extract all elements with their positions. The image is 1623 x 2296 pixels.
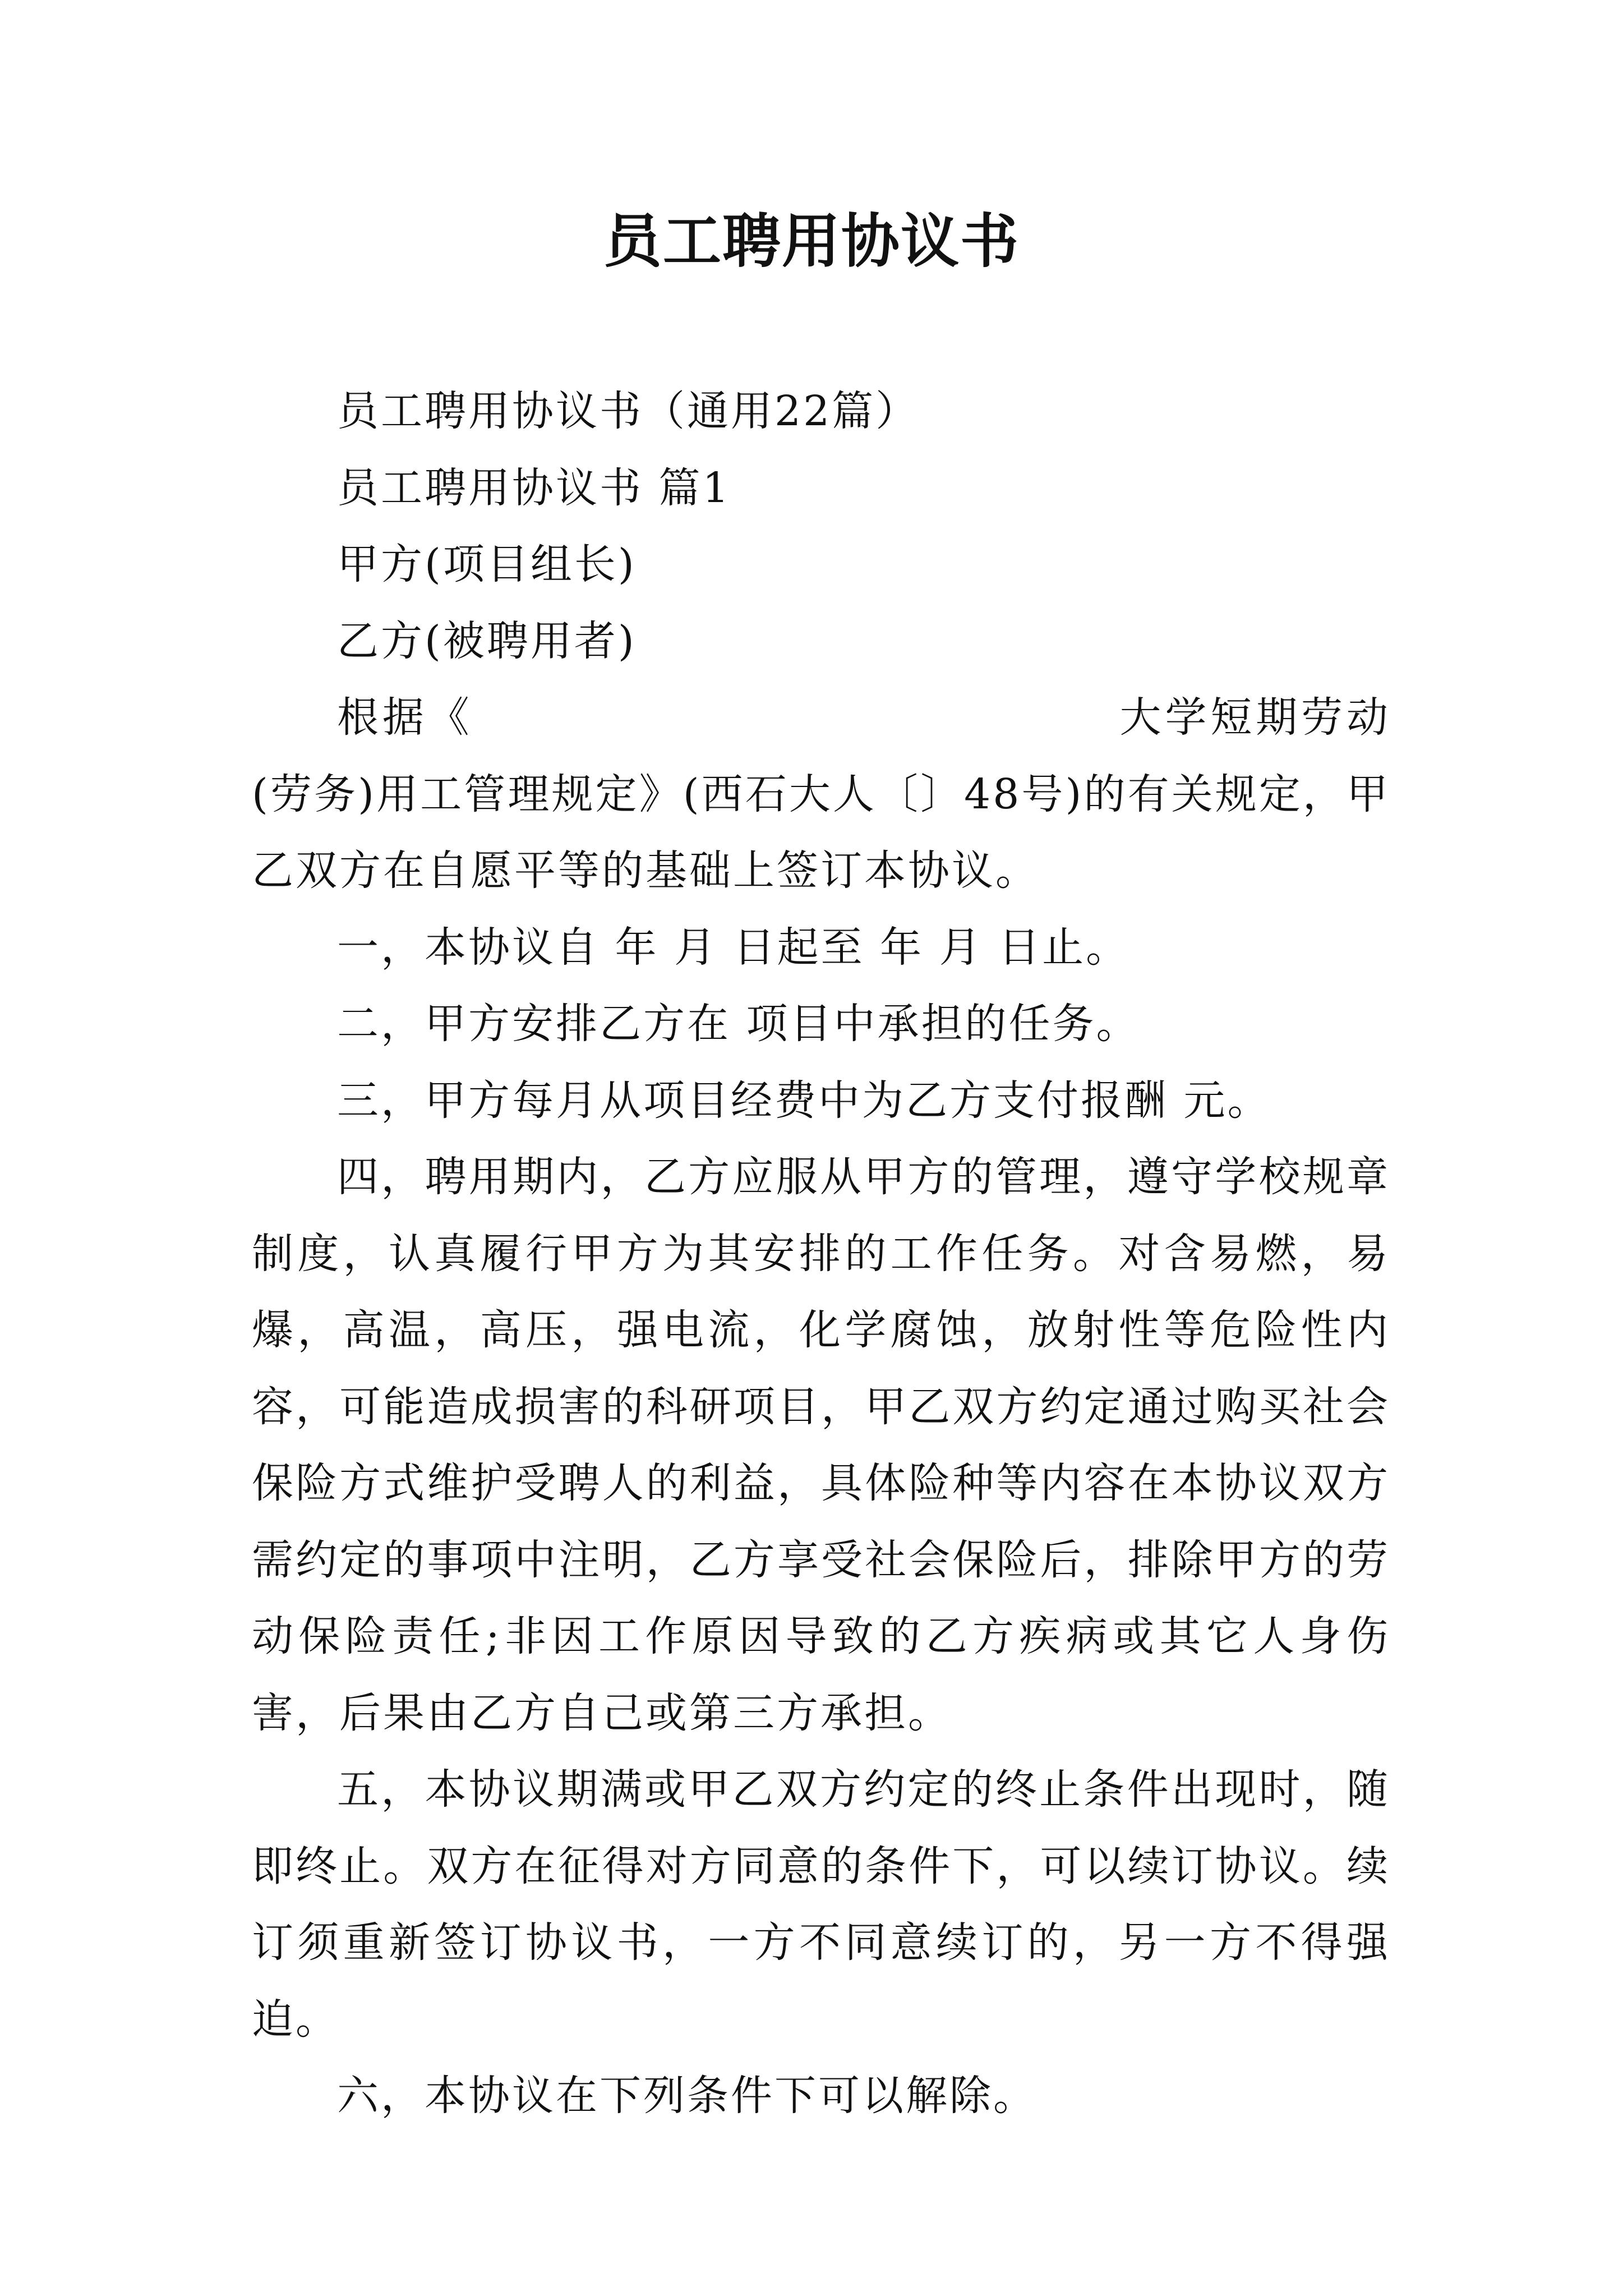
section-heading: 员工聘用协议书 篇1 bbox=[337, 463, 731, 512]
clause-4: 四，聘用期内，乙方应服从甲方的管理，遵守学校规章制度，认真履行甲方为其安排的工作任务。对含易燃，易爆，高温，高压，强电流，化学腐蚀，放射性等危险性内容，可能造成损害的科研项目，甲乙双方约定通过购买社会保险方式维护受聘人的利益，具体险种等内容在本协议双方需约定的事项中注明，乙方享受社会保险后，排除甲方的劳动保险责任;非因工作原因导致的乙方疾病或其它人身伤害，后果由乙方自己或第三方承担。 bbox=[252, 1153, 1390, 1737]
basis-rest-text: 大学短期劳动(劳务)用工管理规定》(西石大人〔〕48号)的有关规定，甲乙双方在自愿平等的基础上签订本协议。 bbox=[252, 693, 1391, 895]
clause-3: 三，甲方每月从项目经费中为乙方支付报酬 元。 bbox=[337, 1076, 1271, 1125]
basis-paragraph bbox=[252, 679, 1390, 909]
clause-5: 五，本协议期满或甲乙双方约定的终止条件出现时，随即终止。双方在征得对方同意的条件下，可以续订协议。续订须重新签订协议书，一方不同意续订的，另一方不得强迫。 bbox=[252, 1765, 1390, 2044]
party-a-line: 甲方(项目组长) bbox=[337, 540, 637, 588]
basis-lead-text: 根据《 bbox=[337, 693, 473, 742]
document-subtitle: 员工聘用协议书（通用22篇） bbox=[337, 387, 920, 435]
clause-2: 二，甲方安排乙方在 项目中承担的任务。 bbox=[337, 1000, 1140, 1048]
clause-6: 六，本协议在下列条件下可以解除。 bbox=[337, 2072, 1037, 2120]
document-title: 员工聘用协议书 bbox=[603, 206, 1020, 275]
party-b-line: 乙方(被聘用者) bbox=[337, 616, 637, 665]
clause-1: 一，本协议自 年 月 日起至 年 月 日止。 bbox=[337, 923, 1130, 972]
document-body bbox=[252, 373, 1390, 2134]
